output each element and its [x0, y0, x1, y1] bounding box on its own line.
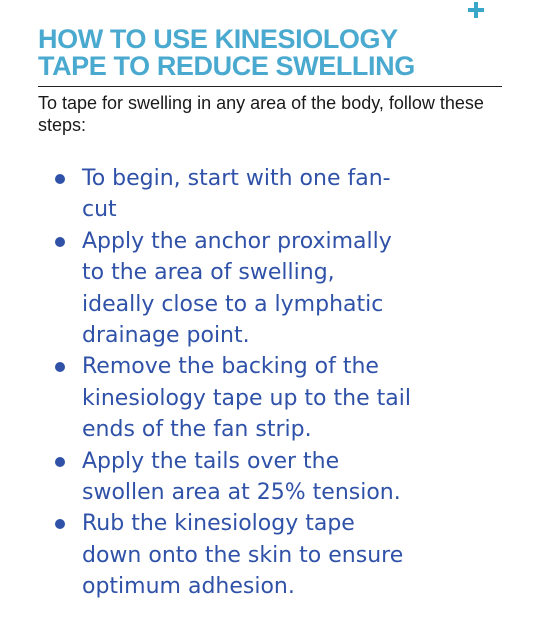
list-item [52, 446, 412, 509]
bullet-icon [55, 457, 65, 467]
bullet-icon [55, 174, 65, 184]
bullet-icon [55, 362, 65, 372]
step-text: Apply the tails over the swollen area at 25% tension. [82, 448, 401, 506]
bullet-icon [55, 237, 65, 247]
bullet-icon [55, 519, 65, 529]
step-text: Remove the backing of the kinesiology tape up to the tail ends of the fan strip. [82, 354, 411, 443]
list-item [52, 508, 412, 602]
step-text: Rub the kinesiology tape down onto the skin to ensure optimum adhesion. [82, 511, 404, 600]
step-text: To begin, start with one fan-cut [82, 166, 391, 223]
page-title: HOW TO USE KINESIOLOGY TAPE TO REDUCE SWELLING [38, 24, 415, 81]
intro-text: To tape for swelling in any area of the body, follow these steps: [38, 93, 484, 135]
plus-icon[interactable] [466, 0, 486, 20]
steps-list [52, 163, 412, 603]
list-item [52, 351, 412, 445]
list-item [52, 163, 412, 226]
divider [38, 86, 502, 87]
list-item [52, 226, 412, 352]
step-text: Apply the anchor proximally to the area of swelling, ideally close to a lymphatic drainage point. [82, 228, 392, 349]
